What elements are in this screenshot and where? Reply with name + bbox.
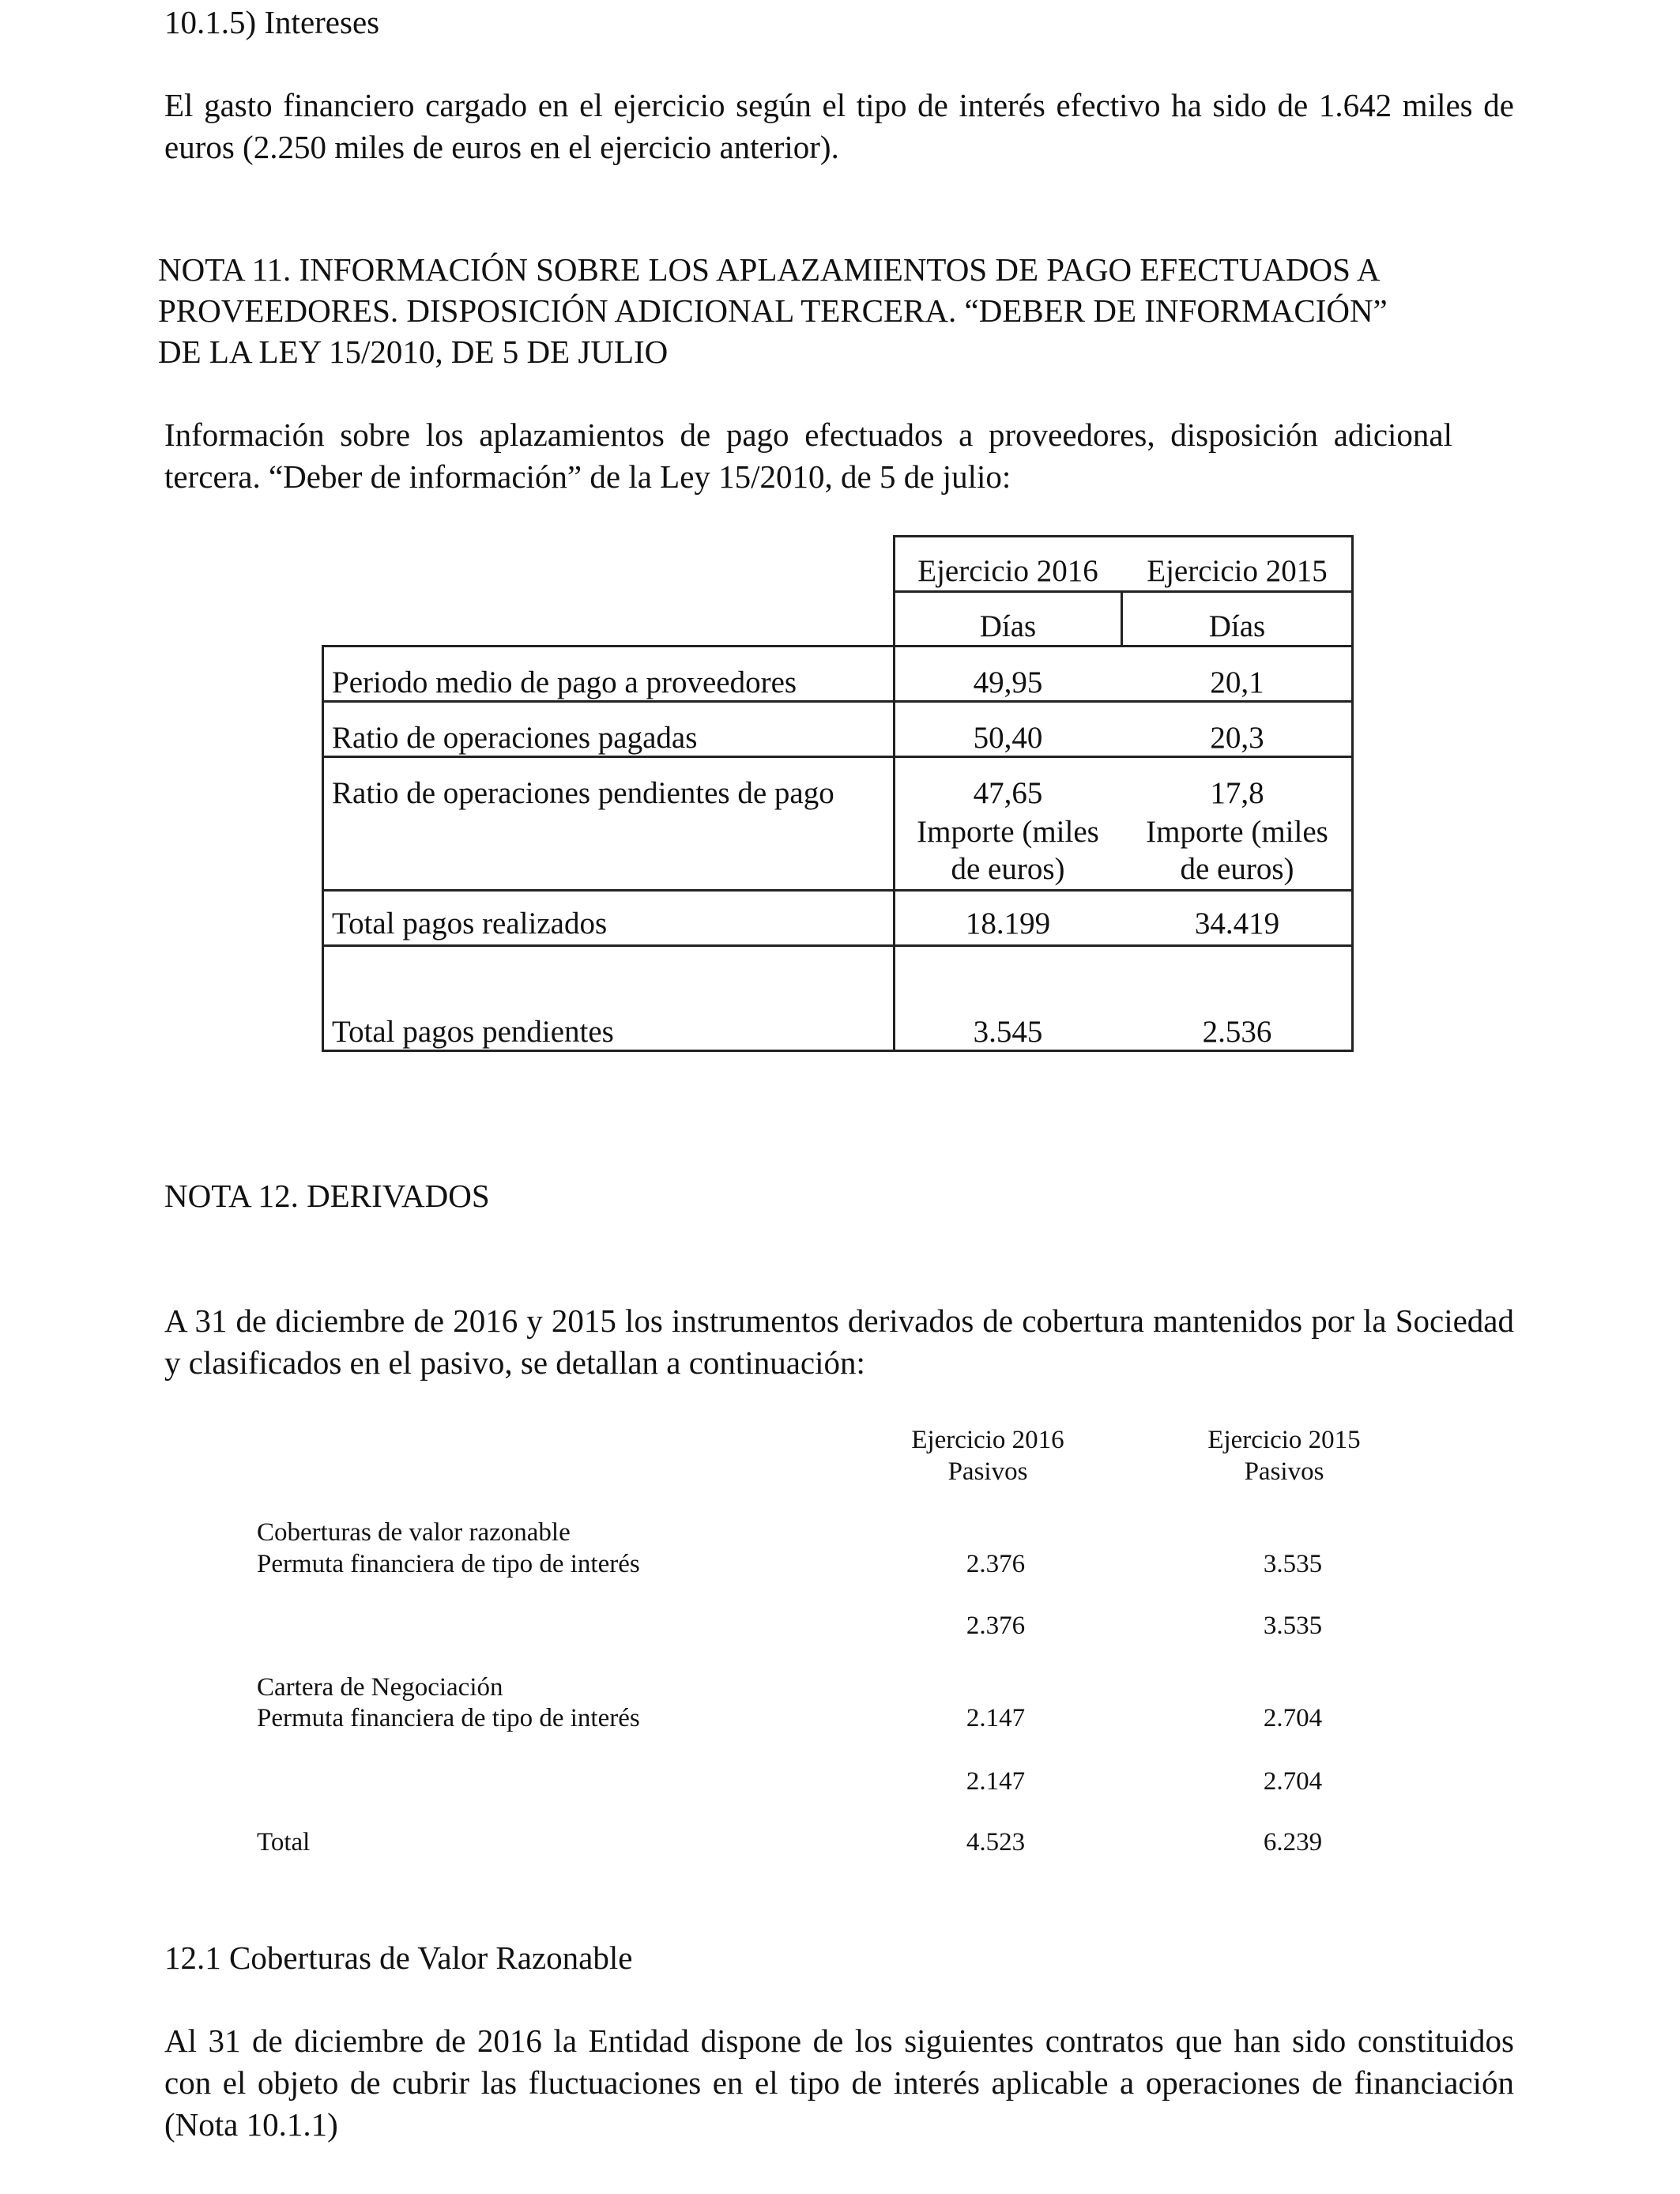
row-value-2015: 2.536 [1202, 1015, 1272, 1049]
row-label-ratio-pagadas: Ratio de operaciones pagadas [332, 721, 698, 755]
nota12-intro-paragraph: A 31 de diciembre de 2016 y 2015 los instrumentos derivados de cobertura mantenidos por la Sociedad y clasificados en el pasivo, se detallan a continuación: [164, 1302, 1514, 1381]
unit-amount-2016-line1: Importe (miles [917, 815, 1099, 849]
row-value-2016: 47,65 [973, 776, 1043, 810]
row-value-2015: 20,1 [1210, 665, 1264, 699]
row-value-2016: 50,40 [973, 721, 1043, 755]
col-header-2015-line1: Ejercicio 2015 [1207, 1426, 1361, 1454]
section-12-1-paragraph: Al 31 de diciembre de 2016 la Entidad dispone de los siguientes contratos que han sido constituidos con el objeto de cubrir las fluctuaciones en el tipo de interés aplicable a operaciones de financiación (Nota 10.1.1) [164, 2022, 1514, 2143]
row-label-permuta: Permuta financiera de tipo de interés [257, 1704, 640, 1732]
row-value-2016: 49,95 [973, 665, 1043, 699]
row-label-total: Total [257, 1828, 311, 1857]
intereses-paragraph: El gasto financiero cargado en el ejercicio según el tipo de interés efectivo ha sido de 1.642 miles de euros (2.250 miles de euros en el ejercicio anterior). [164, 87, 1514, 165]
nota11-heading-line1: NOTA 11. INFORMACIÓN SOBRE LOS APLAZAMIENTOS DE PAGO EFECTUADOS A [158, 251, 1381, 288]
section-heading-coberturas-valor-razonable: 12.1 Coberturas de Valor Razonable [164, 1940, 633, 1976]
row-value-2016: 2.147 [966, 1704, 1026, 1732]
nota11-heading-line3: DE LA LEY 15/2010, DE 5 DE JULIO [158, 334, 669, 370]
total-2016: 4.523 [966, 1828, 1026, 1857]
col-header-2015-line2: Pasivos [1244, 1457, 1324, 1486]
row-label-total-realizados: Total pagos realizados [332, 907, 608, 941]
col-header-2016: Ejercicio 2016 [917, 554, 1098, 588]
subtotal-2015: 2.704 [1263, 1767, 1323, 1796]
col-header-2016-line2: Pasivos [947, 1457, 1028, 1486]
unit-days-2016: Días [979, 609, 1037, 643]
row-value-2015: 20,3 [1210, 721, 1264, 755]
row-label-permuta: Permuta financiera de tipo de interés [257, 1550, 640, 1578]
unit-amount-2015-line1: Importe (miles [1146, 815, 1328, 849]
unit-amount-2015-line2: de euros) [1180, 852, 1294, 886]
row-value-2015: 34.419 [1194, 907, 1280, 941]
nota11-heading-line2: PROVEEDORES. DISPOSICIÓN ADICIONAL TERCERA. “DEBER DE INFORMACIÓN” [158, 292, 1388, 329]
group-title-cartera: Cartera de Negociación [257, 1673, 503, 1702]
row-value-2016: 2.376 [966, 1550, 1026, 1578]
section-heading-intereses: 10.1.5) Intereses [164, 4, 380, 40]
nota11-intro-paragraph: Información sobre los aplazamientos de pago efectuados a proveedores, disposición adicional tercera. “Deber de información” de la Ley 15/2010, de 5 de julio: [164, 417, 1452, 495]
row-label-periodo-medio: Periodo medio de pago a proveedores [332, 665, 797, 699]
row-value-2015: 17,8 [1210, 776, 1264, 810]
row-value-2016: 3.545 [973, 1015, 1043, 1049]
col-header-2015: Ejercicio 2015 [1147, 554, 1328, 588]
nota12-heading: NOTA 12. DERIVADOS [164, 1178, 490, 1214]
unit-amount-2016-line2: de euros) [951, 852, 1065, 886]
subtotal-2015: 3.535 [1263, 1612, 1323, 1640]
row-value-2015: 2.704 [1263, 1704, 1323, 1732]
row-label-total-pendientes: Total pagos pendientes [332, 1015, 614, 1049]
row-label-ratio-pendientes: Ratio de operaciones pendientes de pago [332, 776, 834, 810]
row-value-2016: 18.199 [965, 907, 1051, 941]
subtotal-2016: 2.376 [966, 1612, 1026, 1640]
col-header-2016-line1: Ejercicio 2016 [911, 1426, 1064, 1454]
total-2015: 6.239 [1263, 1828, 1323, 1857]
group-title-coberturas: Coberturas de valor razonable [257, 1518, 571, 1547]
subtotal-2016: 2.147 [966, 1767, 1026, 1796]
unit-days-2015: Días [1208, 609, 1266, 643]
row-value-2015: 3.535 [1263, 1550, 1323, 1578]
